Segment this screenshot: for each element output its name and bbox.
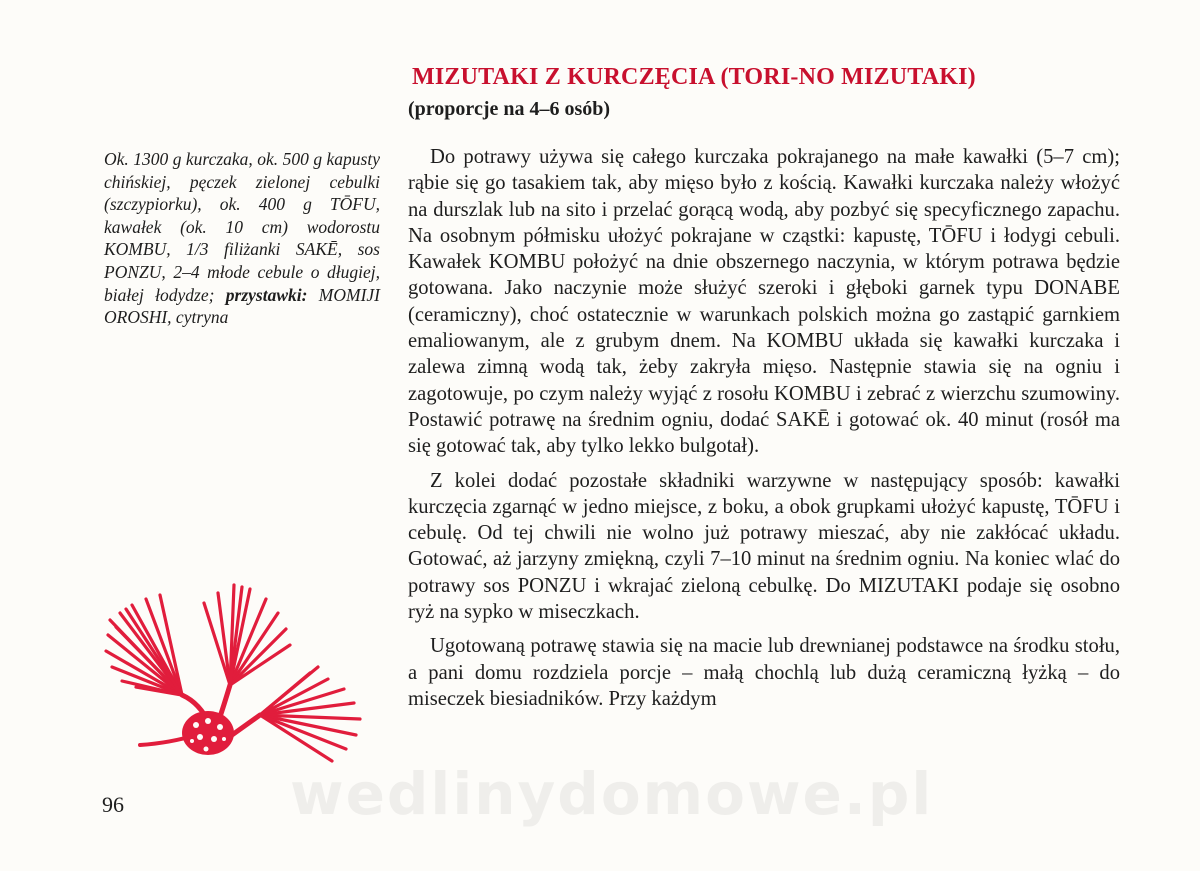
recipe-title: MIZUTAKI Z KURCZĘCIA (TORI-NO MIZUTAKI) (412, 64, 976, 90)
paragraph-2: Z kolei dodać pozostałe składniki warzywne w następujący sposób: kawałki kurczęcia zgarnąć w jedno miejsce, z boku, a obok grupkami ułożyć kapustę, TŌFU i cebulę. Od tej chwili nie wolno już potrawy mieszać, aby nie zakłócać układu. Gotować, aż jarzyny zmiękną, czyli 7–10 minut na średnim ogniu. Na koniec wlać do potrawy sos PONZU i wkrajać zieloną cebulkę. Do MIZUTAKI podaje się osobno ryż na sypko w miseczkach. (408, 469, 1120, 624)
ingredients-list (104, 148, 380, 329)
side-dishes-text: MOMIJI OROSHI, cytryna (104, 284, 381, 328)
watermark: wedlinydomowe.pl (290, 760, 934, 828)
recipe-portions: (proporcje na 4–6 osób) (408, 98, 611, 120)
pine-branch-icon (100, 575, 370, 775)
ingredients-text: Ok. 1300 g kurczaka, ok. 500 g kapusty chińskiej, pęczek zielonej cebulki (szczypiorku), ok. 400 g TŌFU, kawałek (ok. 10 cm) wodorostu KOMBU, 1/3 filiżanki SAKĒ, sos PONZU, 2–4 młode cebule o długiej, białej łodydze; (104, 149, 380, 305)
page-number: 96 (102, 792, 124, 817)
recipe-instructions (408, 144, 1120, 720)
side-dishes-label: przystawki: (225, 284, 308, 305)
paragraph-1: Do potrawy używa się całego kurczaka pokrajanego na małe kawałki (5–7 cm); rąbie się go tasakiem tak, aby mięso było z kością. Kawałki kurczaka należy włożyć na durszlak lub na sito i przelać gorącą wodą, aby pozbyć się specyficznego zapachu. Na osobnym półmisku ułożyć pokrajane w cząstki: kapustę, TŌFU i łodygi cebuli. Kawałek KOMBU położyć na dnie obszernego naczynia, w którym potrawa będzie gotowana. Jako naczynie może służyć szeroki i głęboki garnek typu DONABE (ceramiczny), choć ostatecznie w warunkach polskich można go zastąpić garnkiem emaliowanym, ale z grubym dnem. Na KOMBU układa się kawałki kurczaka i zalewa zimną wodą tak, żeby zakryła mięso. Następnie stawia się na ogniu i zagotowuje, po czym należy wyjąć z rosołu KOMBU i zebrać z wierzchu szumowiny. Postawić potrawę na średnim ogniu, dodać SAKĒ i gotować ok. 40 minut (rosół ma się gotować tak, aby tylko lekko bulgotał). (408, 146, 1120, 458)
paragraph-3: Ugotowaną potrawę stawia się na macie lub drewnianej podstawce na środku stołu, a pani domu rozdziela porcje – małą chochlą lub dużą ceramiczną łyżką – do miseczek biesiadników. Przy każdym (408, 635, 1120, 710)
